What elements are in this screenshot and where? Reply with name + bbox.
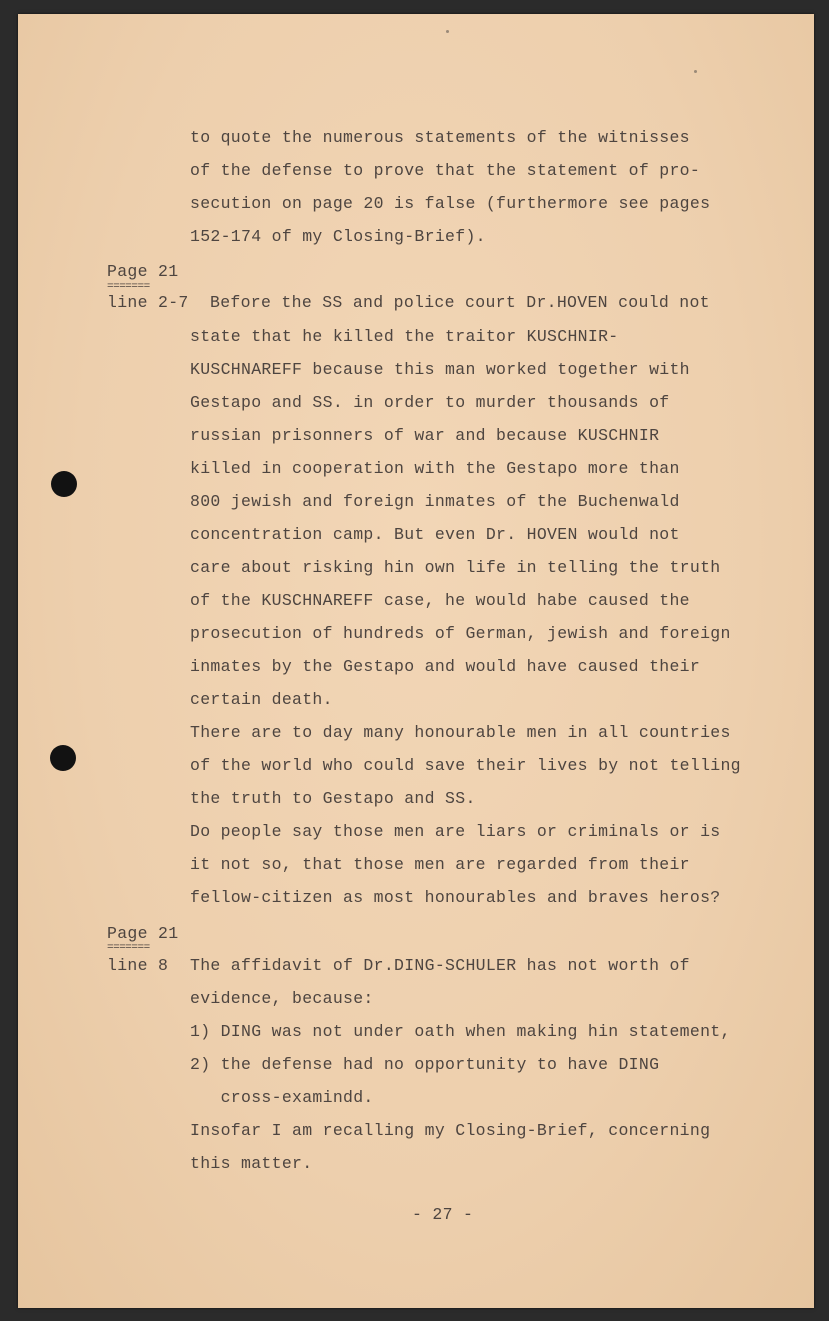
list-item-continuation: cross-examindd.	[190, 1088, 374, 1107]
text-line: Insofar I am recalling my Closing-Brief, concerning	[190, 1121, 711, 1140]
punch-hole-lower	[50, 745, 76, 771]
text-line: of the KUSCHNAREFF case, he would habe caused the	[190, 591, 690, 610]
text-line: fellow-citizen as most honourables and braves heros?	[190, 888, 721, 907]
text-line: the truth to Gestapo and SS.	[190, 789, 476, 808]
text-line: care about risking hin own life in telling the truth	[190, 558, 721, 577]
text-line: killed in cooperation with the Gestapo more than	[190, 459, 680, 478]
text-line: Do people say those men are liars or criminals or is	[190, 822, 721, 841]
text-line: evidence, because:	[190, 989, 374, 1008]
text-line: this matter.	[190, 1154, 313, 1173]
page-number: - 27 -	[412, 1205, 474, 1224]
text-line: The affidavit of Dr.DING-SCHULER has not worth of	[190, 956, 690, 975]
text-line: concentration camp. But even Dr. HOVEN would not	[190, 525, 680, 544]
text-line: state that he killed the traitor KUSCHNIR-	[190, 327, 619, 346]
text-line: of the defense to prove that the statement of pro-	[190, 161, 701, 180]
text-line: Gestapo and SS. in order to murder thousands of	[190, 393, 670, 412]
paper-speck	[694, 70, 697, 73]
text-line: Before the SS and police court Dr.HOVEN could not	[210, 293, 710, 312]
text-line: inmates by the Gestapo and would have caused their	[190, 657, 701, 676]
line-reference: line 2-7	[107, 293, 189, 312]
text-line: 152-174 of my Closing-Brief).	[190, 227, 486, 246]
text-line: to quote the numerous statements of the witnisses	[190, 128, 690, 147]
text-line: 800 jewish and foreign inmates of the Buchenwald	[190, 492, 680, 511]
punch-hole-upper	[51, 471, 77, 497]
page-reference-underline: =======	[107, 281, 150, 293]
page-reference-underline: =======	[107, 942, 150, 954]
text-line: russian prisonners of war and because KUSCHNIR	[190, 426, 660, 445]
list-item: 1) DING was not under oath when making hin statement,	[190, 1022, 731, 1041]
page-reference: Page 21	[107, 262, 179, 281]
text-line: There are to day many honourable men in all countries	[190, 723, 731, 742]
text-line: of the world who could save their lives by not telling	[190, 756, 741, 775]
text-line: certain death.	[190, 690, 333, 709]
text-line: secution on page 20 is false (furthermore see pages	[190, 194, 711, 213]
line-reference: line 8	[107, 956, 169, 975]
paper-speck	[446, 30, 449, 33]
text-line: prosecution of hundreds of German, jewish and foreign	[190, 624, 731, 643]
text-line: it not so, that those men are regarded from their	[190, 855, 690, 874]
page-reference: Page 21	[107, 924, 179, 943]
list-item: 2) the defense had no opportunity to have DING	[190, 1055, 660, 1074]
text-line: KUSCHNAREFF because this man worked together with	[190, 360, 690, 379]
